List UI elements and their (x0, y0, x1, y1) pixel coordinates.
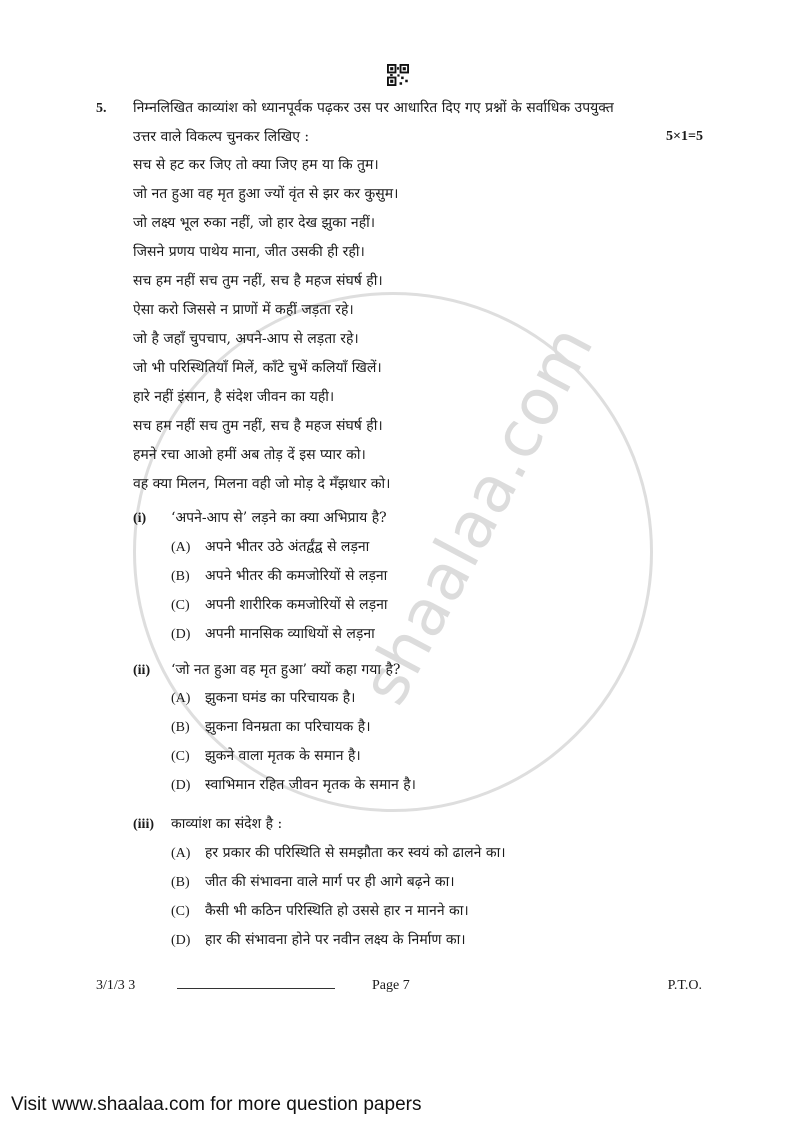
option-text: झुकना विनम्रता का परिचायक है। (205, 719, 371, 735)
poem-line: ऐसा करो जिससे न प्राणों में कहीं जड़ता रहे। (133, 302, 354, 318)
option-label: (C) (171, 904, 190, 919)
option-a (171, 843, 506, 872)
option-label: (A) (171, 691, 191, 706)
footer-divider (177, 988, 335, 989)
options-list-i (171, 537, 388, 653)
option-b (171, 717, 416, 746)
option-a (171, 537, 388, 566)
option-d (171, 775, 416, 804)
options-list-ii (171, 688, 416, 804)
option-c (171, 901, 506, 930)
option-b (171, 872, 506, 901)
poem-line: हारे नहीं इंसान, है संदेश जीवन का यही। (133, 389, 335, 405)
subquestion-text: ‘अपने-आप से’ लड़ने का क्या अभिप्राय है? (171, 510, 387, 526)
question-instruction-line-1: निम्नलिखित काव्यांश को ध्यानपूर्वक पढ़कर उस पर आधारित दिए गए प्रश्नों के सर्वाधिक उपयुक्त (133, 100, 614, 116)
subquestion-number: (i) (133, 511, 147, 526)
option-text: हर प्रकार की परिस्थिति से समझौता कर स्वयं को ढालने का। (205, 845, 506, 861)
poem-line: जो भी परिस्थितियाँ मिलें, काँटे चुभें कलियाँ खिलें। (133, 360, 382, 376)
option-b (171, 566, 388, 595)
subquestion-i (133, 508, 387, 527)
poem-line: सच हम नहीं सच तुम नहीं, सच है महज संघर्ष ही। (133, 418, 383, 434)
poem-line: जो लक्ष्य भूल रुका नहीं, जो हार देख झुका नहीं। (133, 215, 376, 231)
poem-line: सच से हट कर जिए तो क्या जिए हम या कि तुम। (133, 157, 379, 173)
option-label: (D) (171, 627, 191, 642)
subquestion-iii (133, 814, 282, 833)
poem-line: जो है जहाँ चुपचाप, अपने-आप से लड़ता रहे। (133, 331, 359, 347)
marks-allocation: 5×1=5 (666, 129, 703, 144)
option-text: अपने भीतर उठे अंतर्द्वंद्व से लड़ना (205, 539, 370, 555)
option-c (171, 746, 416, 775)
poem-line: सच हम नहीं सच तुम नहीं, सच है महज संघर्ष ही। (133, 273, 383, 289)
option-c (171, 595, 388, 624)
option-label: (B) (171, 569, 190, 584)
poem-line: हमने रचा आओ हमीं अब तोड़ दें इस प्यार को। (133, 447, 366, 463)
option-label: (A) (171, 540, 191, 555)
poem-stanza (133, 155, 398, 503)
option-label: (B) (171, 875, 190, 890)
subquestion-number: (ii) (133, 663, 151, 678)
qr-code-icon (387, 64, 409, 86)
option-label: (D) (171, 778, 191, 793)
option-text: झुकने वाला मृतक के समान है। (205, 748, 361, 764)
option-text: कैसी भी कठिन परिस्थिति हो उससे हार न मानने का। (205, 903, 469, 919)
poem-line: जिसने प्रणय पाथेय माना, जीत उसकी ही रही। (133, 244, 365, 260)
option-text: अपनी शारीरिक कमजोरियों से लड़ना (205, 597, 388, 613)
question-instruction-line-2: उत्तर वाले विकल्प चुनकर लिखिए : (133, 129, 310, 145)
watermark-text: shaalaa.com (347, 313, 609, 717)
subquestion-ii (133, 660, 400, 679)
option-label: (C) (171, 598, 190, 613)
option-label: (B) (171, 720, 190, 735)
poem-line: वह क्या मिलन, मिलना वही जो मोड़ दे मँझधार को। (133, 476, 391, 492)
option-label: (A) (171, 846, 191, 861)
option-text: अपने भीतर की कमजोरियों से लड़ना (205, 568, 388, 584)
option-text: जीत की संभावना वाले मार्ग पर ही आगे बढ़ने का। (205, 874, 455, 890)
option-text: अपनी मानसिक व्याधियों से लड़ना (205, 626, 375, 642)
paper-code: 3/1/3 3 (96, 978, 136, 993)
bottom-banner-text: Visit www.shaalaa.com for more question papers (11, 1094, 422, 1115)
option-text: हार की संभावना होने पर नवीन लक्ष्य के निर्माण का। (205, 932, 466, 948)
option-label: (D) (171, 933, 191, 948)
page-number: Page 7 (372, 978, 410, 993)
option-text: स्वाभिमान रहित जीवन मृतक के समान है। (205, 777, 416, 793)
option-a (171, 688, 416, 717)
option-d (171, 624, 388, 653)
question-number: 5. (96, 101, 107, 116)
option-d (171, 930, 506, 959)
poem-line: जो नत हुआ वह मृत हुआ ज्यों वृंत से झर कर कुसुम। (133, 186, 399, 202)
option-label: (C) (171, 749, 190, 764)
options-list-iii (171, 843, 506, 959)
subquestion-number: (iii) (133, 817, 154, 832)
pto-label: P.T.O. (667, 978, 702, 993)
subquestion-text: काव्यांश का संदेश है : (171, 816, 283, 832)
option-text: झुकना घमंड का परिचायक है। (205, 690, 356, 706)
subquestion-text: ‘जो नत हुआ वह मृत हुआ’ क्यों कहा गया है? (171, 662, 401, 678)
